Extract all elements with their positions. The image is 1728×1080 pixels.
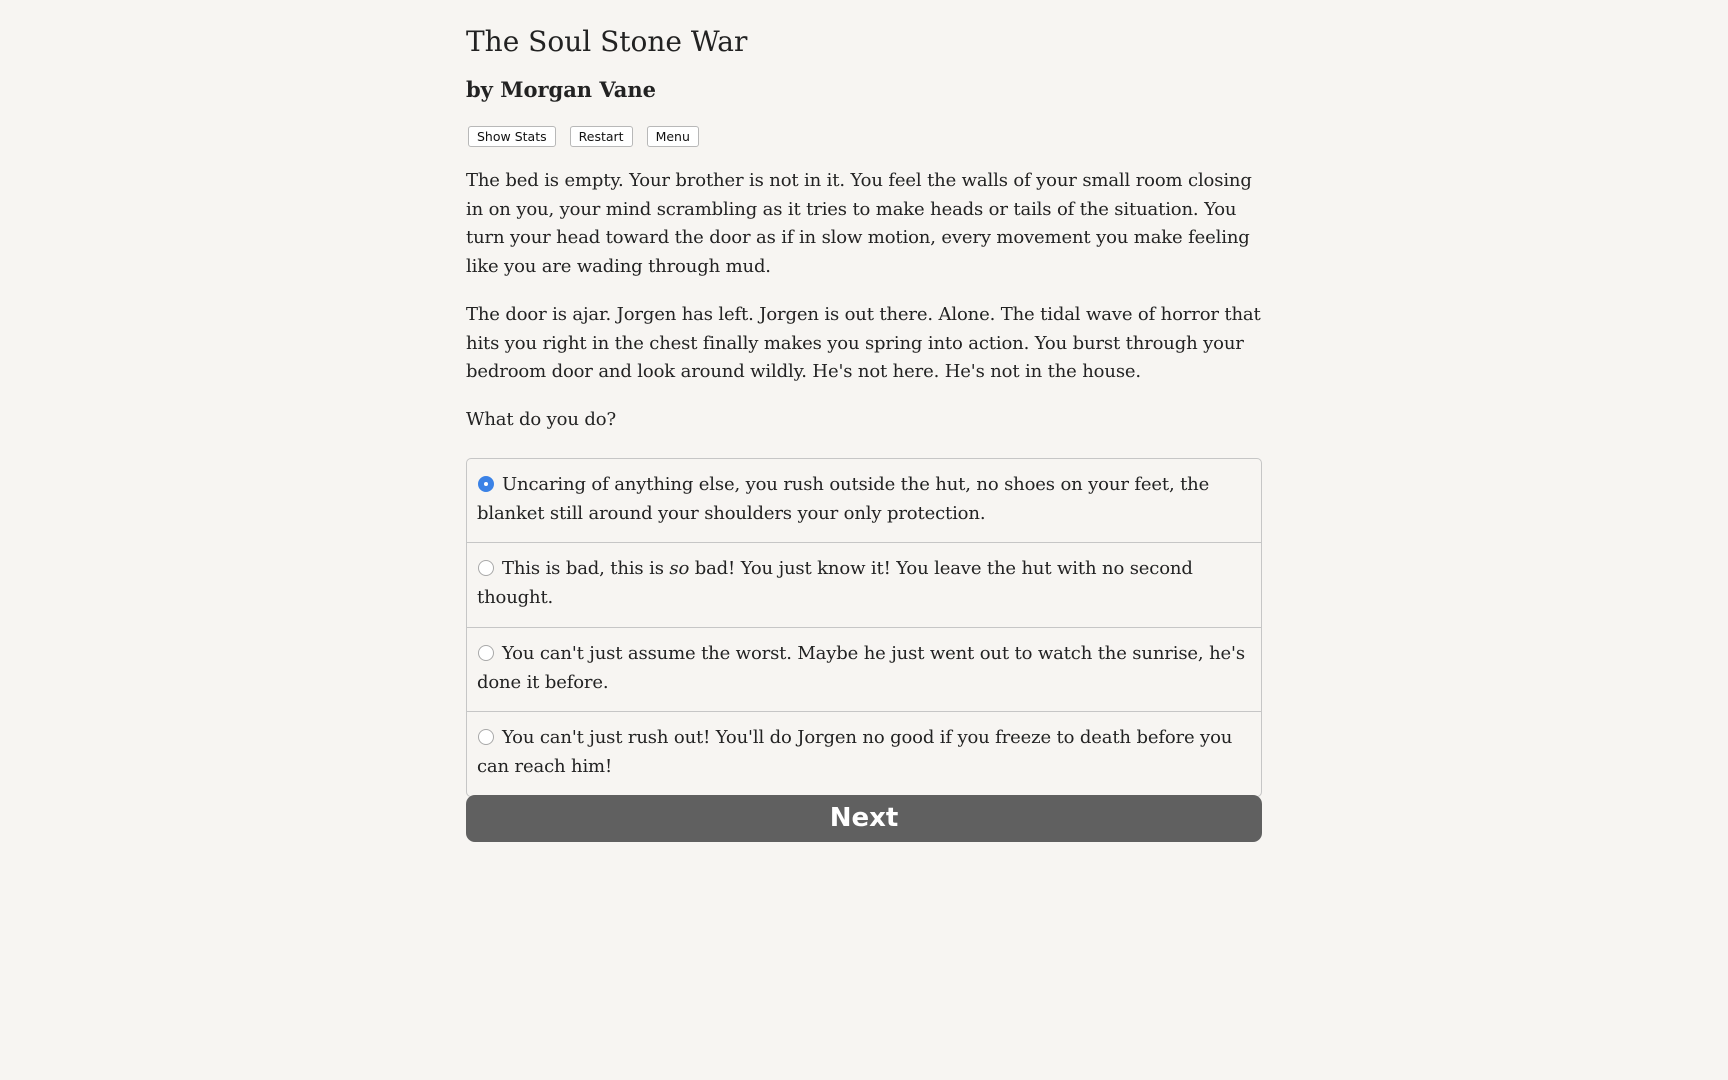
story-paragraph: The bed is empty. Your brother is not in it. You feel the walls of your small room closing in on you, your mind scrambling as it tries to make heads or tails of the situation. You turn your head toward the door as if in slow motion, every movement you make feeling like you are wading through mud. <box>466 170 1252 278</box>
choice-text-emphasis: so <box>669 558 690 580</box>
toolbar <box>468 126 699 147</box>
radio-button[interactable] <box>478 729 494 745</box>
choice-text: Uncaring of anything else, you rush outside the hut, no shoes on your feet, the blanket still around your shoulders your only protection. <box>477 474 1210 524</box>
choice-option-2[interactable] <box>467 543 1261 627</box>
story-prompt: What do you do? <box>466 408 616 430</box>
next-button[interactable]: Next <box>466 795 1262 842</box>
choice-text-after: bad! You just know it! You leave the hut with no second thought. <box>477 558 1193 609</box>
choice-option-3[interactable] <box>467 628 1261 712</box>
story-paragraph: The door is ajar. Jorgen has left. Jorgen is out there. Alone. The tidal wave of horror that hits you right in the chest finally makes you spring into action. You burst through your bedroom door and look around wildly. He's not here. He's not in the house. <box>466 303 1261 383</box>
show-stats-button[interactable]: Show Stats <box>468 126 556 147</box>
menu-button[interactable]: Menu <box>647 126 699 147</box>
radio-button[interactable] <box>478 645 494 661</box>
choice-text-before: This is bad, this is <box>502 558 670 580</box>
game-author: by Morgan Vane <box>466 77 656 102</box>
game-title: The Soul Stone War <box>466 25 748 58</box>
choice-list <box>466 458 1262 797</box>
choice-text: You can't just assume the worst. Maybe he just went out to watch the sunrise, he's done it before. <box>477 642 1245 693</box>
radio-button-selected[interactable] <box>478 476 494 492</box>
restart-button[interactable]: Restart <box>570 126 633 147</box>
choice-text: You can't just rush out! You'll do Jorgen no good if you freeze to death before you can reach him! <box>477 727 1233 777</box>
story-text <box>466 167 1262 454</box>
choice-option-1[interactable] <box>467 459 1261 543</box>
choice-option-4[interactable] <box>467 712 1261 795</box>
radio-button[interactable] <box>478 560 494 576</box>
